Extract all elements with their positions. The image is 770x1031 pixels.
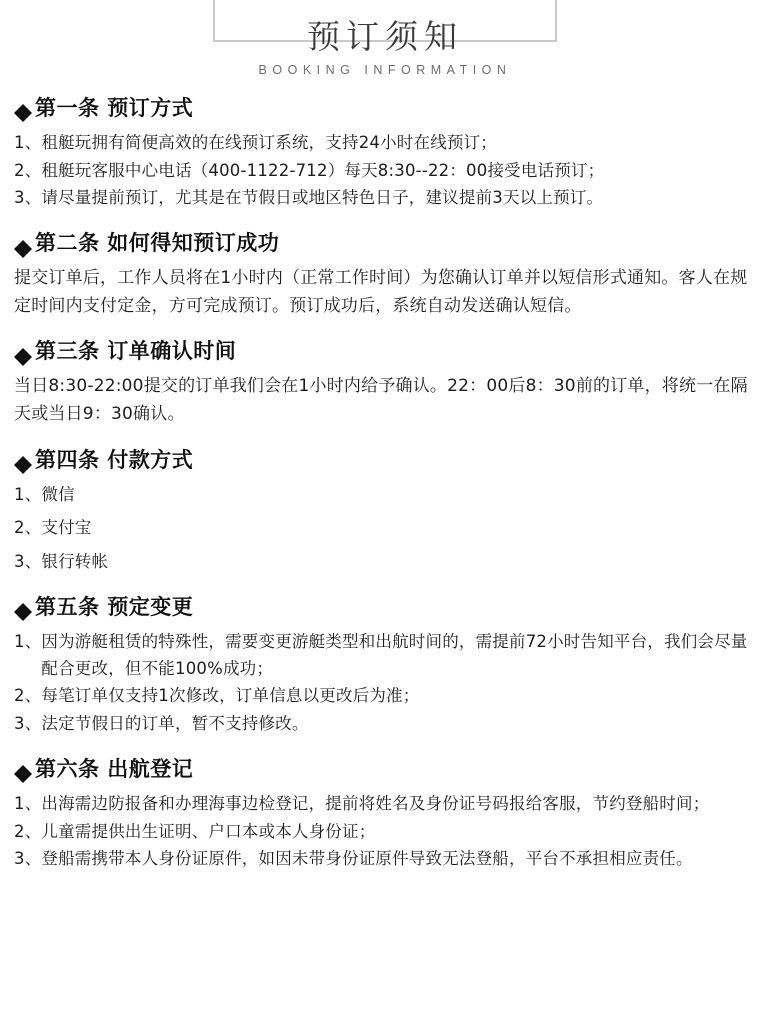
section-list — [14, 482, 756, 576]
section-paragraph: 提交订单后，工作人员将在1小时内（正常工作时间）为您确认订单并以短信形式通知。客人在规定时间内支付定金，方可完成预订。预订成功后，系统自动发送确认短信。 — [14, 268, 748, 316]
section-heading — [14, 449, 756, 472]
section-list — [14, 629, 756, 738]
list-item-number: 2、 — [14, 160, 42, 180]
list-item-text: 银行转帐 — [41, 552, 109, 572]
section-heading — [14, 340, 756, 363]
diamond-bullet-icon — [14, 594, 32, 612]
list-item-number: 1、 — [14, 133, 42, 153]
page-subtitle: BOOKING INFORMATION — [258, 62, 512, 77]
list-item-text: 登船需携带本人身份证原件，如因未带身份证原件导致无法登船，平台不承担相应责任。 — [41, 849, 693, 869]
list-item-number: 2、 — [14, 518, 42, 538]
section-payment-method — [14, 449, 756, 576]
list-item-number: 3、 — [14, 188, 42, 208]
diamond-bullet-icon — [14, 756, 32, 774]
section-heading-text: 第一条 预订方式 — [35, 95, 194, 120]
section-heading — [14, 97, 756, 120]
list-item-number: 3、 — [14, 849, 42, 869]
list-item — [14, 549, 756, 576]
section-paragraph: 当日8:30-22:00提交的订单我们会在1小时内给予确认。22：00后8：30前的订单，将统一在隔天或当日9：30确认。 — [14, 376, 748, 424]
diamond-bullet-icon — [14, 95, 32, 113]
list-item — [14, 515, 756, 542]
list-item-number: 3、 — [14, 714, 42, 733]
list-item-number: 1、 — [14, 793, 42, 813]
list-item — [14, 158, 756, 185]
list-item — [14, 130, 756, 157]
section-heading-text: 第三条 订单确认时间 — [35, 339, 237, 364]
list-item-number: 2、 — [14, 686, 42, 706]
section-booking-confirmation — [14, 232, 756, 320]
list-item-text: 租艇玩拥有简便高效的在线预订系统，支持24小时在线预订； — [41, 133, 498, 153]
list-item — [14, 791, 756, 818]
page-title: 预订须知 — [307, 17, 463, 56]
document-header — [14, 0, 756, 77]
section-list — [14, 130, 756, 212]
list-item-number: 1、 — [14, 631, 42, 651]
section-heading — [14, 758, 756, 781]
list-item-text: 因为游艇租赁的特殊性，需要变更游艇类型和出航时间的，需提前72小时告知平台，我们会尽量配合更改，但不能100%成功； — [41, 631, 748, 678]
list-item-text: 请尽量提前预订，尤其是在节假日或地区特色日子，建议提前3天以上预订。 — [41, 188, 604, 208]
list-item — [14, 629, 756, 682]
section-departure-registration — [14, 758, 756, 873]
section-booking-change — [14, 596, 756, 738]
diamond-bullet-icon — [14, 339, 32, 357]
list-item-text: 儿童需提供出生证明、户口本或本人身份证； — [41, 821, 376, 841]
list-item — [14, 185, 756, 212]
section-list — [14, 791, 756, 873]
diamond-bullet-icon — [14, 231, 32, 249]
list-item-text: 租艇玩客服中心电话（400-1122-712）每天8:30--22：00接受电话预订； — [41, 160, 605, 180]
section-heading-text: 第四条 付款方式 — [35, 447, 194, 472]
list-item — [14, 711, 756, 738]
section-order-confirm-time — [14, 340, 756, 428]
list-item — [14, 846, 756, 873]
list-item-text: 每笔订单仅支持1次修改，订单信息以更改后为准； — [41, 686, 420, 706]
section-heading-text: 第六条 出航登记 — [35, 756, 194, 781]
section-heading — [14, 232, 756, 255]
list-item-text: 微信 — [41, 484, 75, 504]
list-item-text: 法定节假日的订单，暂不支持修改。 — [41, 714, 309, 733]
list-item-number: 1、 — [14, 484, 42, 504]
list-item-text: 支付宝 — [41, 518, 92, 538]
list-item-number: 3、 — [14, 552, 42, 572]
list-item-number: 2、 — [14, 821, 42, 841]
section-heading — [14, 596, 756, 619]
list-item — [14, 683, 756, 710]
list-item-text: 出海需边防报备和办理海事边检登记，提前将姓名及身份证号码报给客服，节约登船时间； — [41, 793, 710, 813]
diamond-bullet-icon — [14, 447, 32, 465]
section-booking-method — [14, 97, 756, 212]
section-heading-text: 第五条 预定变更 — [35, 594, 194, 619]
list-item — [14, 482, 756, 509]
list-item — [14, 819, 756, 846]
section-heading-text: 第二条 如何得知预订成功 — [35, 231, 280, 256]
